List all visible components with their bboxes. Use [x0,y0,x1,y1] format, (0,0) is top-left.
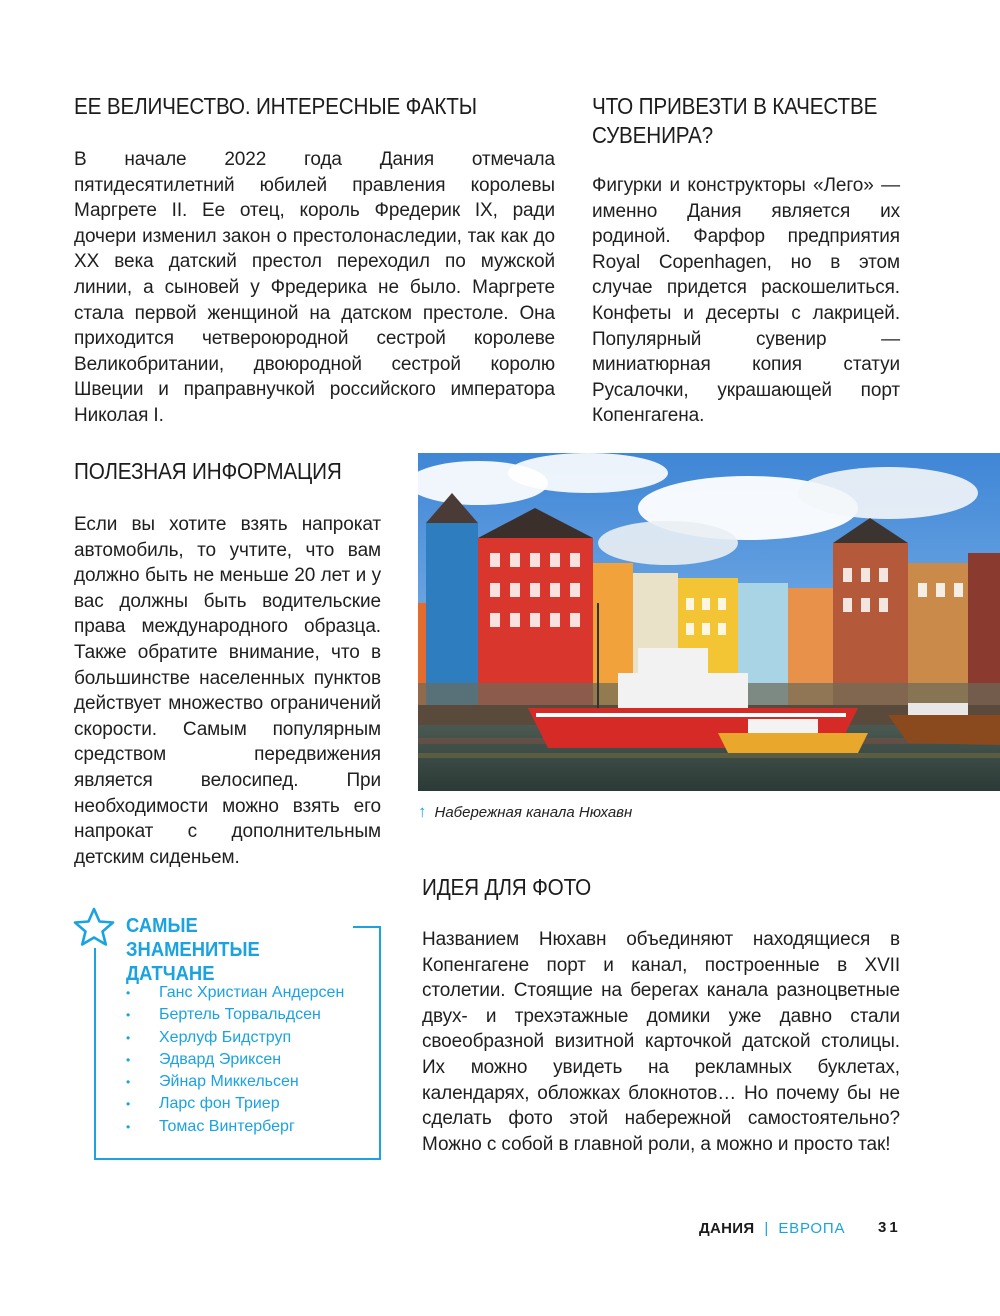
arrow-up-icon: ↑ [418,802,427,821]
photo-caption [418,801,632,823]
photo-idea-paragraph: Названием Нюхавн объединяют находящиеся в Копенгагене порт и канал, построенные в XVII столетии. Стоящие на берегах канала разноцветные двух- и трехэтажные домики уже давно стали своеобразной визитной карточкой датской столицы. Их можно увидеть на рекламных буклетах, календарях, обложках блокнотов… Но почему бы не сделать фото этой набережной самостоятельно? Можно с собой в главной роли, а можно и просто так! [422,929,900,1155]
useful-info-paragraph: Если вы хотите взять напрокат автомобиль, то учтите, что вам должно быть не меньше 20 лет и у вас должны быть водительские права международного образца. Также обратите внимание, что в большинстве населенных пунктов действует множество ограничений скорости. Самым популярным средством передвижения является велосипед. При необходимости можно взять его напрокат с дополнительным детским сиденьем. [74,514,381,868]
list-item: • Эдвард Эриксен [126,1049,344,1071]
footer-region: ЕВРОПА [778,1219,846,1237]
souvenir-heading-line1: ЧТО ПРИВЕЗТИ В КАЧЕСТВЕ [592,93,878,119]
facts-heading: ЕЕ ВЕЛИЧЕСТВО. ИНТЕРЕСНЫЕ ФАКТЫ [74,93,477,119]
page-number: 31 [878,1219,901,1236]
useful-info-heading: ПОЛЕЗНАЯ ИНФОРМАЦИЯ [74,458,342,484]
nyhavn-photo [418,453,1000,791]
list-item: • Эйнар Миккельсен [126,1071,344,1093]
famous-danes-box-top-border [353,926,381,928]
footer-country: ДАНИЯ [699,1219,755,1237]
photo-caption-text: Набережная канала Нюхавн [434,803,633,821]
photo-idea-heading: ИДЕЯ ДЛЯ ФОТО [422,874,592,900]
page-footer [699,1217,845,1239]
list-item: • Ларс фон Триер [126,1093,344,1115]
souvenir-heading [592,92,877,150]
list-item: • Бертель Торвальдсен [126,1004,344,1026]
famous-danes-list [126,982,344,1138]
souvenir-paragraph: Фигурки и конструкторы «Лего» — именно Дания является их родиной. Фарфор предприятия Royal Copenhagen, но в этом случае придется раскошелиться. Конфеты и десерты с лакрицей. Популярный сувенир — миниатюрная копия статуи Русалочки, украшающей порт Копенгагена. [592,175,900,427]
list-item: • Ганс Христиан Андерсен [126,982,344,1004]
famous-danes-title-line1: САМЫЕ ЗНАМЕНИТЫЕ [126,915,260,961]
facts-paragraph: В начале 2022 года Дания отмечала пятидесятилетний юбилей правления королевы Маргрете II. Ее отец, король Фредерик IX, ради дочери изменил закон о престолонаследии, так как до XX века датский престол переходил по мужской линии, а сыновей у Фредерика не было. Маргрете стала первой женщиной на датском престоле. Она приходится четвероюродной сестрой королеве Великобритании, двоюродной сестрой королю Швеции и праправнучкой российского императора Николая I. [74,149,555,426]
list-item: • Томас Винтерберг [126,1116,344,1138]
famous-danes-title-line2: ДАТЧАНЕ [126,963,215,985]
list-item: • Херлуф Бидструп [126,1027,344,1049]
famous-danes-title [126,914,334,986]
souvenir-heading-line2: СУВЕНИРА? [592,122,713,148]
footer-separator: | [764,1219,769,1237]
star-icon [72,906,116,948]
